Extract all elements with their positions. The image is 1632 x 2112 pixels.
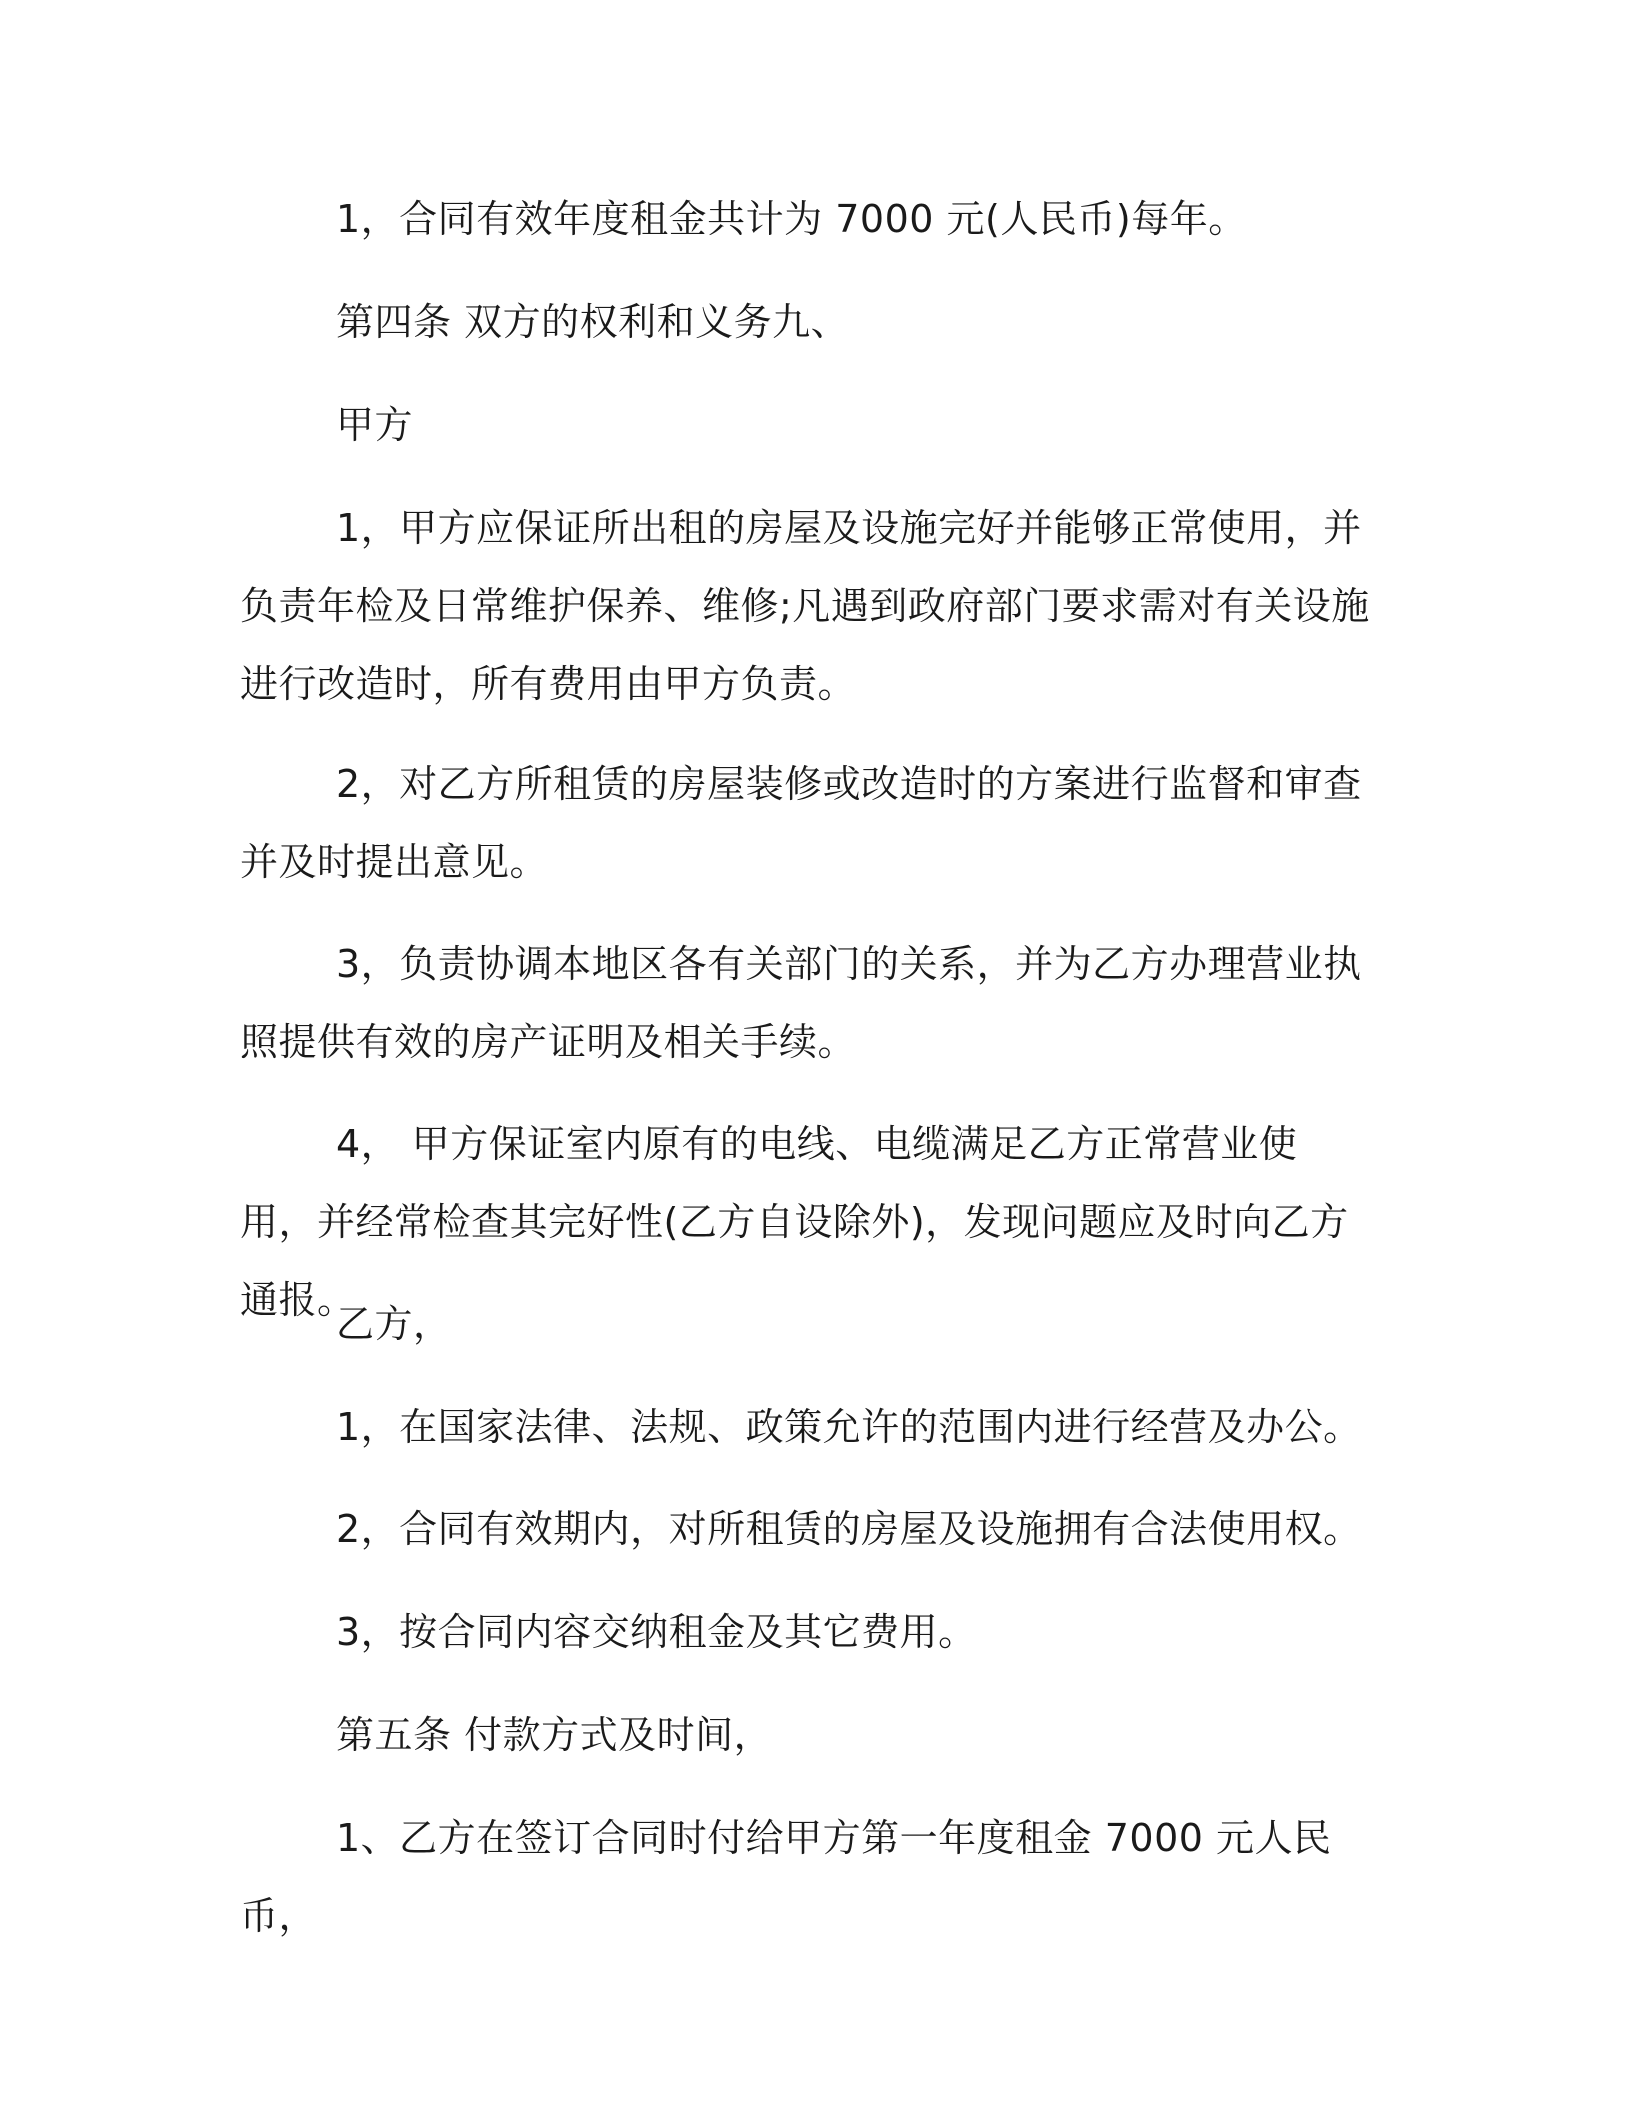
paragraph-party-a-4: 4， 甲方保证室内原有的电线、电缆满足乙方正常营业使用，并经常检查其完好性(乙方自设除外)，发现问题应及时向乙方通报。 [240,1122,1349,1322]
paragraph-party-b-2: 2，合同有效期内，对所租赁的房屋及设施拥有合法使用权。 [336,1507,1362,1551]
paragraph-party-a-3: 3，负责协调本地区各有关部门的关系，并为乙方办理营业执照提供有效的房产证明及相关手续。 [240,942,1362,1064]
heading-article-5: 第五条 付款方式及时间， [336,1713,773,1757]
paragraph-party-a-1: 1，甲方应保证所出租的房屋及设施完好并能够正常使用，并负责年检及日常维护保养、维修;凡遇到政府部门要求需对有关设施进行改造时，所有费用由甲方负责。 [240,506,1370,706]
paragraph-annual-rent: 1，合同有效年度租金共计为 7000 元(人民币)每年。 [336,197,1247,241]
paragraph-party-a-2: 2，对乙方所租赁的房屋装修或改造时的方案进行监督和审查并及时提出意见。 [240,762,1362,884]
paragraph-party-b-3: 3，按合同内容交纳租金及其它费用。 [336,1610,977,1654]
heading-party-a: 甲方 [336,403,414,447]
heading-article-4: 第四条 双方的权利和义务九、 [336,300,850,344]
paragraph-party-b-1: 1，在国家法律、法规、政策允许的范围内进行经营及办公。 [336,1405,1362,1449]
paragraph-payment-1: 1、乙方在签订合同时付给甲方第一年度租金 7000 元人民币， [240,1816,1332,1938]
heading-party-b: 乙方， [336,1302,452,1346]
